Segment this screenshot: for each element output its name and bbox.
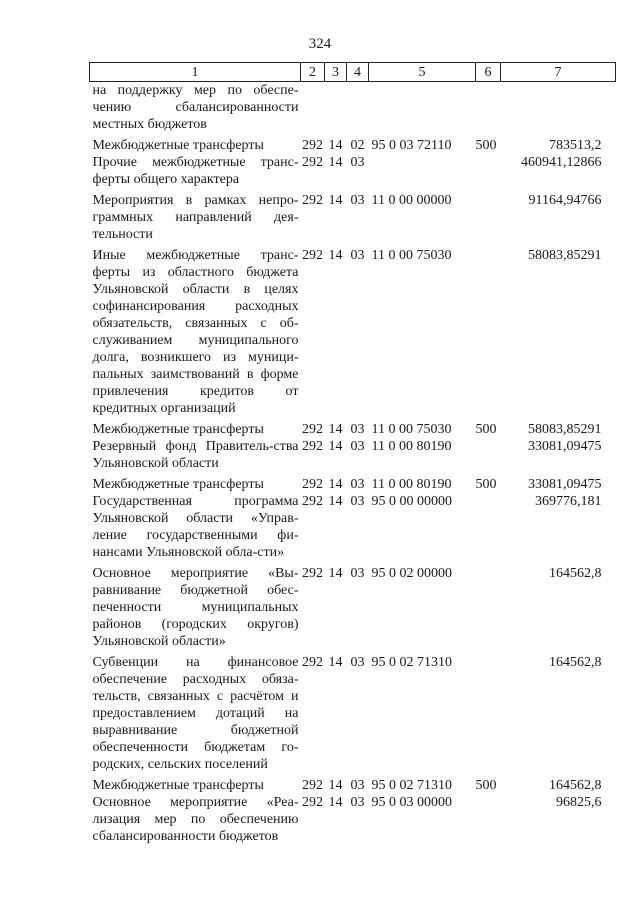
row-subsection-code: 03 <box>350 655 365 670</box>
table-row <box>90 421 616 438</box>
row-name: Межбюджетные трансферты <box>92 477 264 492</box>
row-amount: 33081,09475 <box>528 439 602 454</box>
column-header: 5 <box>369 63 476 82</box>
table-row <box>90 192 616 247</box>
row-ministry-code <box>301 82 325 138</box>
row-subsection-code: 02 <box>350 138 365 153</box>
row-subsection-code: 03 <box>350 422 365 437</box>
row-expense-type <box>476 82 501 138</box>
row-subsection-code <box>347 82 369 138</box>
row-target-code: 95 0 03 00000 <box>371 795 452 810</box>
row-target-code: 95 0 02 71310 <box>371 778 452 793</box>
row-subsection-code: 03 <box>350 566 365 581</box>
row-expense-type <box>476 154 501 192</box>
row-expense-type: 500 <box>475 778 497 793</box>
row-ministry-code: 292 <box>302 477 323 492</box>
row-name: Иные межбюджетные транс-ферты из областного бюджета Ульяновской области в целях софинансирования расходных обязательств, связанных с об-служиванием муниципального долга, возникшего из муници-пальных заимствований в форме привлечения кредитов от кредитных организаций <box>92 248 299 416</box>
row-target-code: 11 0 00 75030 <box>371 248 452 263</box>
table-row <box>90 476 616 493</box>
row-subsection-code: 03 <box>350 155 365 170</box>
row-target-code <box>369 154 476 192</box>
row-section-code: 14 <box>328 138 343 153</box>
table-row <box>90 794 616 845</box>
row-section-code: 14 <box>328 155 343 170</box>
row-target-code: 95 0 00 00000 <box>371 494 452 509</box>
row-ministry-code: 292 <box>302 795 323 810</box>
row-amount: 58083,85291 <box>528 248 602 263</box>
row-ministry-code: 292 <box>302 138 323 153</box>
table-row <box>90 654 616 777</box>
row-ministry-code: 292 <box>302 155 323 170</box>
row-expense-type <box>476 247 501 421</box>
row-section-code: 14 <box>328 494 343 509</box>
row-expense-type <box>476 493 501 565</box>
row-subsection-code: 03 <box>350 439 365 454</box>
row-target-code: 11 0 00 00000 <box>371 193 452 208</box>
table-row <box>90 247 616 421</box>
column-header: 7 <box>501 63 616 82</box>
row-amount: 783513,2 <box>549 138 602 153</box>
row-section-code <box>325 82 347 138</box>
row-ministry-code: 292 <box>302 193 323 208</box>
row-amount: 91164,94766 <box>528 193 602 208</box>
row-section-code: 14 <box>328 422 343 437</box>
row-section-code: 14 <box>328 439 343 454</box>
row-name: Государственная программа Ульяновской области «Управ-ление государственными фи-нансами Ульяновской обла-сти» <box>92 494 299 560</box>
row-name: Резервный фонд Правитель-ства Ульяновской области <box>92 439 299 471</box>
row-ministry-code: 292 <box>302 248 323 263</box>
row-subsection-code: 03 <box>350 477 365 492</box>
row-ministry-code: 292 <box>302 439 323 454</box>
row-subsection-code: 03 <box>350 248 365 263</box>
row-expense-type <box>476 438 501 476</box>
row-subsection-code: 03 <box>350 778 365 793</box>
row-target-code: 11 0 00 80190 <box>371 477 452 492</box>
row-expense-type: 500 <box>475 138 497 153</box>
row-name: Основное мероприятие «Вы-равнивание бюджетной обес-печенности муниципальных районов (городских округов) Ульяновской области» <box>92 566 299 649</box>
row-expense-type <box>476 794 501 845</box>
table-row <box>90 82 616 138</box>
row-ministry-code: 292 <box>302 566 323 581</box>
table-row <box>90 154 616 192</box>
row-subsection-code: 03 <box>350 494 365 509</box>
row-subsection-code: 03 <box>350 795 365 810</box>
row-section-code: 14 <box>328 193 343 208</box>
row-amount: 33081,09475 <box>528 477 602 492</box>
row-amount: 164562,8 <box>549 778 602 793</box>
row-amount: 460941,12866 <box>521 155 602 170</box>
row-name: Мероприятия в рамках непро-граммных направлений дея-тельности <box>92 193 299 242</box>
row-expense-type: 500 <box>475 477 497 492</box>
row-ministry-code: 292 <box>302 494 323 509</box>
column-header: 4 <box>347 63 369 82</box>
row-ministry-code: 292 <box>302 778 323 793</box>
column-header: 2 <box>301 63 325 82</box>
table-row <box>90 565 616 654</box>
row-name: Межбюджетные трансферты <box>92 138 264 153</box>
table-row <box>90 777 616 794</box>
row-name: Межбюджетные трансферты <box>92 422 264 437</box>
row-subsection-code: 03 <box>350 193 365 208</box>
row-amount: 164562,8 <box>549 566 602 581</box>
column-header: 3 <box>325 63 347 82</box>
table-row <box>90 137 616 154</box>
row-ministry-code: 292 <box>302 655 323 670</box>
row-target-code: 95 0 02 00000 <box>371 566 452 581</box>
row-name: на поддержку мер по обеспе-чению сбалансированности местных бюджетов <box>92 83 299 132</box>
row-name: Основное мероприятие «Реа-лизация мер по обеспечению сбалансированности бюджетов <box>92 795 299 844</box>
row-amount: 369776,181 <box>535 494 602 509</box>
table-header-row <box>90 63 616 82</box>
row-name: Прочие межбюджетные транс-ферты общего характера <box>92 155 299 187</box>
row-expense-type <box>476 192 501 247</box>
page-number: 324 <box>308 36 332 52</box>
table-row <box>90 438 616 476</box>
row-amount: 58083,85291 <box>528 422 602 437</box>
row-section-code: 14 <box>328 655 343 670</box>
column-header: 6 <box>476 63 501 82</box>
row-target-code: 95 0 02 71310 <box>371 655 452 670</box>
row-expense-type <box>476 565 501 654</box>
row-expense-type: 500 <box>475 422 497 437</box>
row-name: Субвенции на финансовое обеспечение расходных обяза-тельств, связанных с расчётом и предоставлением дотаций на выравнивание бюджетной обеспеченности бюджетам го-родских, сельских поселений <box>92 655 299 772</box>
row-amount: 96825,6 <box>556 795 602 810</box>
row-expense-type <box>476 654 501 777</box>
row-name: Межбюджетные трансферты <box>92 778 264 793</box>
row-ministry-code: 292 <box>302 422 323 437</box>
row-target-code: 95 0 03 72110 <box>371 138 452 153</box>
row-amount <box>501 82 616 138</box>
row-section-code: 14 <box>328 248 343 263</box>
row-section-code: 14 <box>328 566 343 581</box>
table-row <box>90 493 616 565</box>
row-target-code <box>369 82 476 138</box>
budget-table <box>89 62 616 845</box>
row-section-code: 14 <box>328 477 343 492</box>
row-target-code: 11 0 00 80190 <box>371 439 452 454</box>
row-section-code: 14 <box>328 778 343 793</box>
row-target-code: 11 0 00 75030 <box>371 422 452 437</box>
row-amount: 164562,8 <box>549 655 602 670</box>
row-section-code: 14 <box>328 795 343 810</box>
column-header: 1 <box>90 63 301 82</box>
